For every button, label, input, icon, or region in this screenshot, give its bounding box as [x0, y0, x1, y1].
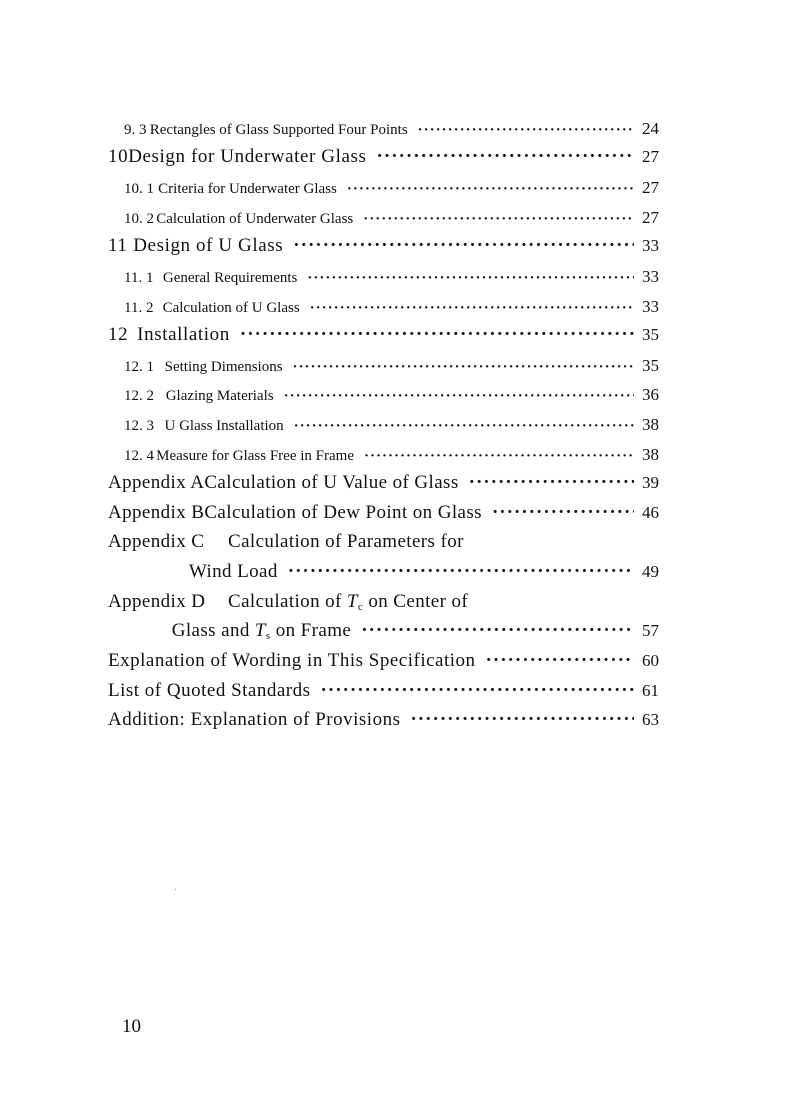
toc-entry-addition[interactable]: [108, 709, 659, 731]
toc-number: Appendix C: [108, 531, 205, 552]
toc-number: 11. 2: [124, 300, 154, 316]
toc-title: [172, 620, 351, 642]
toc-entry-quoted-standards[interactable]: [108, 680, 659, 702]
toc-title: Calculation of U Value of Glass: [204, 472, 459, 493]
toc-entry-explanation-of-wording[interactable]: [108, 650, 659, 672]
toc-page: 61: [642, 681, 659, 700]
toc-entry-appendix-d-cont[interactable]: [108, 620, 659, 642]
dot-leader: [293, 359, 634, 376]
toc-number: 12. 4: [124, 448, 154, 464]
toc-page: 39: [642, 473, 659, 492]
toc-entry-11-1[interactable]: [124, 267, 659, 287]
dot-leader: [240, 324, 634, 346]
toc-number: 10. 1: [124, 181, 154, 197]
toc-page: 38: [642, 445, 659, 464]
toc-number: Appendix A: [108, 472, 205, 493]
dot-leader: [347, 181, 634, 198]
toc-entry-appendix-d[interactable]: [108, 591, 659, 613]
toc-page: 35: [642, 325, 659, 344]
symbol-t: T: [346, 591, 358, 612]
toc-page: 46: [642, 503, 659, 522]
toc-entry-11-2[interactable]: [124, 297, 659, 317]
dot-leader: [486, 650, 634, 672]
toc-title: Wind Load: [188, 561, 278, 582]
toc-title: Setting Dimensions: [164, 359, 283, 375]
toc-title: Explanation of Wording in This Specification: [108, 650, 476, 671]
dot-leader: [418, 122, 634, 139]
toc-page: 57: [642, 621, 659, 640]
toc-number: 9. 3: [124, 122, 147, 138]
toc-title: Rectangles of Glass Supported Four Points: [149, 122, 408, 138]
toc-entry-9-3[interactable]: [124, 119, 659, 139]
toc-title: Calculation of Underwater Glass: [156, 211, 354, 227]
toc-number: 12. 1: [124, 359, 154, 375]
dot-leader: [310, 300, 634, 317]
toc-page: 36: [642, 385, 659, 404]
toc-title: Design for Underwater Glass: [128, 146, 367, 167]
dot-leader: [293, 235, 634, 257]
dot-leader: [288, 561, 634, 583]
symbol-subscript: s: [265, 630, 271, 642]
toc-title-part: on Frame: [275, 620, 352, 641]
toc-title: Calculation of Dew Point on Glass: [204, 502, 482, 523]
toc-page: 38: [642, 415, 659, 434]
toc-number: 10: [108, 146, 129, 167]
dot-leader: [492, 502, 634, 524]
toc-number: 10. 2: [124, 211, 154, 227]
toc-number: 12. 2: [124, 388, 154, 404]
toc-entry-12-1[interactable]: [124, 356, 659, 376]
toc-page: 33: [642, 236, 659, 255]
toc-entry-12-4[interactable]: [124, 445, 659, 465]
toc-entry-11[interactable]: [108, 235, 659, 257]
toc-page: 49: [642, 562, 659, 581]
toc-page: 27: [642, 178, 659, 197]
dot-leader: [361, 620, 634, 642]
dot-leader: [363, 211, 634, 228]
toc-title: [228, 591, 468, 613]
dot-leader: [307, 270, 634, 287]
dot-leader: [377, 146, 634, 168]
toc-page: 63: [642, 710, 659, 729]
toc-page: 60: [642, 651, 659, 670]
toc-entry-10-1[interactable]: [124, 178, 659, 198]
dot-leader: [469, 472, 634, 494]
toc-entry-appendix-a[interactable]: [108, 472, 659, 494]
toc-page: 33: [642, 267, 659, 286]
toc-page: 33: [642, 297, 659, 316]
toc-entry-12[interactable]: [108, 324, 659, 346]
toc-entry-12-2[interactable]: [124, 385, 659, 405]
toc-title: Design of U Glass: [133, 235, 284, 256]
toc-entry-appendix-b[interactable]: [108, 502, 659, 524]
toc-entry-12-3[interactable]: [124, 415, 659, 435]
toc-page: 35: [642, 356, 659, 375]
toc-title: Addition: Explanation of Provisions: [108, 709, 401, 730]
toc-title: Glazing Materials: [165, 388, 274, 404]
toc-number: Appendix D: [108, 591, 206, 612]
symbol-subscript: c: [357, 601, 364, 613]
dot-leader: [321, 680, 634, 702]
toc-number: 11. 1: [124, 270, 154, 286]
toc-number: 11: [108, 235, 128, 256]
toc-title: List of Quoted Standards: [108, 680, 311, 701]
toc-page: 27: [642, 208, 659, 227]
toc-entry-appendix-c-cont[interactable]: [108, 561, 659, 583]
toc-title: Calculation of Parameters for: [228, 531, 464, 552]
page-number: 10: [122, 1016, 141, 1037]
toc-title-part: on Center of: [368, 591, 469, 612]
toc-title: U Glass Installation: [164, 418, 284, 434]
dot-leader: [294, 418, 634, 435]
toc-number: Appendix B: [108, 502, 205, 523]
dot-leader: [284, 388, 634, 405]
toc-entry-10[interactable]: [108, 146, 659, 168]
toc-entry-appendix-c[interactable]: [108, 531, 659, 553]
symbol-t: T: [254, 620, 266, 641]
toc-number: 12: [108, 324, 129, 345]
toc-page: 27: [642, 147, 659, 166]
toc-title: Calculation of U Glass: [162, 300, 300, 316]
toc-page: 24: [642, 119, 659, 138]
dot-leader: [410, 709, 634, 731]
toc-title: Installation: [137, 324, 230, 345]
scan-speck: [175, 889, 176, 890]
toc-entry-10-2[interactable]: [124, 208, 659, 228]
dot-leader: [364, 448, 634, 465]
toc-title: General Requirements: [162, 270, 298, 286]
toc-title: Measure for Glass Free in Frame: [156, 448, 354, 464]
toc-title-part: Calculation of: [228, 591, 342, 612]
toc-title-part: Glass and: [171, 620, 250, 641]
toc-number: 12. 3: [124, 418, 154, 434]
toc-title: Criteria for Underwater Glass: [158, 181, 337, 197]
